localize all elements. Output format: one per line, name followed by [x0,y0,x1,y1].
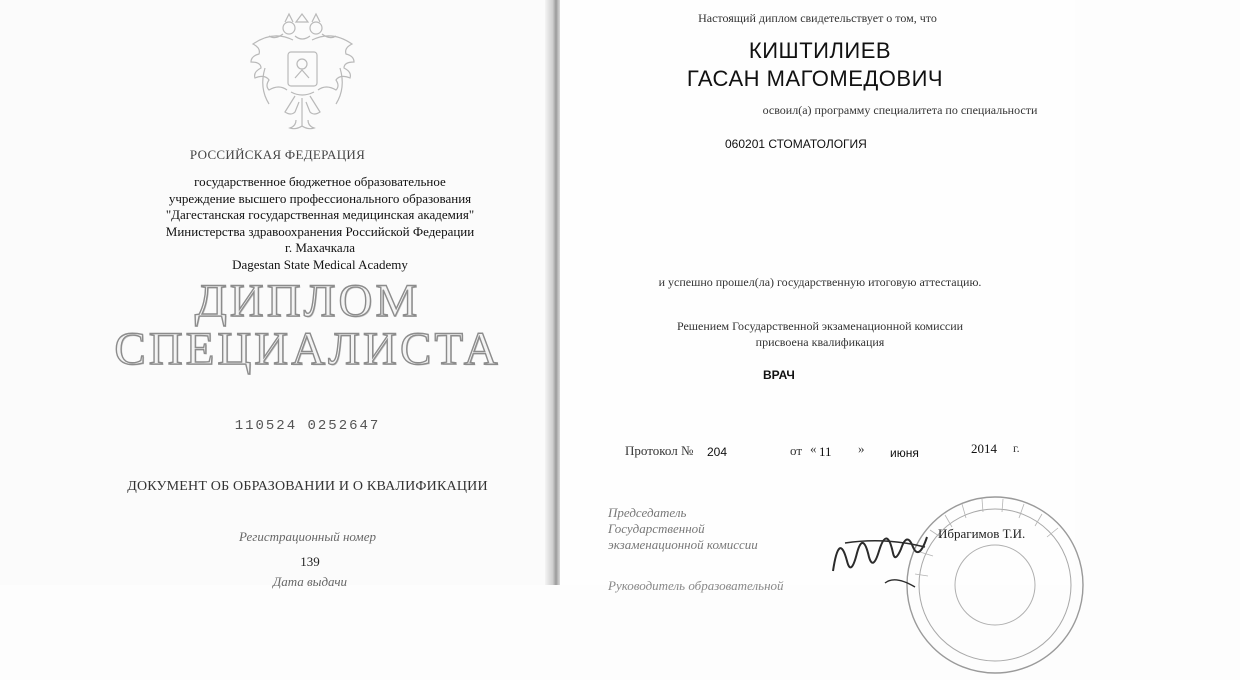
diploma-right-page [560,0,1075,593]
commission-decision-line-1: Решением Государственной экзаменационной комиссии [676,319,964,333]
handwritten-signature-icon [825,513,965,593]
russian-double-headed-eagle-icon [245,8,360,138]
country-name: РОССИЙСКАЯ ФЕДЕРАЦИЯ [189,147,366,162]
issue-date-label: Дата выдачи [272,574,348,589]
date-quote-close: » [858,441,865,456]
registration-number-value: 139 [300,554,320,569]
graduate-surname: КИШТИЛИЕВ [748,38,892,63]
certification-intro: Настоящий диплом свидетельствует о том, что [698,11,937,25]
diploma-title-line-1: ДИПЛОМ [194,275,421,327]
institution-line-6: Dagestan State Medical Academy [232,256,408,272]
diploma-title-line-2: СПЕЦИАЛИСТА [114,323,501,375]
commission-chair-line-1: Председатель [608,505,687,520]
specialty-value: 060201 СТОМАТОЛОГИЯ [725,137,867,151]
protocol-number: 204 [707,445,728,459]
graduate-given-names: ГАСАН МАГОМЕДОВИЧ [686,66,944,91]
attestation-statement: и успешно прошел(ла) государственную итоговую аттестацию. [658,275,982,289]
commission-chair-label [608,505,758,553]
protocol-month: июня [890,446,919,460]
diploma-serial-number: 110524 0252647 [234,418,381,434]
commission-chair-line-3: экзаменационной комиссии [608,537,758,552]
protocol-date-from-label: от [790,443,803,458]
protocol-year-suffix: г. [1013,441,1020,455]
institution-head-label: Руководитель образовательной [608,578,784,593]
commission-decision [560,318,1080,350]
program-statement: освоил(а) программу специалитета по специальности [762,103,1038,117]
protocol-label: Протокол № [625,443,694,458]
institution-line-2: учреждение высшего профессионального образования [168,190,472,206]
institution-line-5: г. Махачкала [284,240,356,255]
institution-line-1: государственное бюджетное образовательное [194,174,446,189]
commission-chair-line-2: Государственной [608,521,705,536]
institution-line-3: "Дагестанская государственная медицинская академия" [165,207,475,222]
registration-number-label: Регистрационный номер [239,529,376,544]
document-type-label: ДОКУМЕНТ ОБ ОБРАЗОВАНИИ И О КВАЛИФИКАЦИИ [127,479,488,494]
diploma-left-page [0,0,555,589]
protocol-day: 11 [819,444,832,459]
institution-block [0,174,640,273]
institution-line-4: Министерства здравоохранения Российской Федерации [165,223,475,239]
protocol-year: 2014 [971,441,997,456]
commission-chair-name: Ибрагимов Т.И. [938,526,1026,541]
qualification-value: ВРАЧ [763,368,795,382]
date-quote-open: « [810,441,817,456]
commission-decision-line-2: присвоена квалификация [755,335,885,349]
